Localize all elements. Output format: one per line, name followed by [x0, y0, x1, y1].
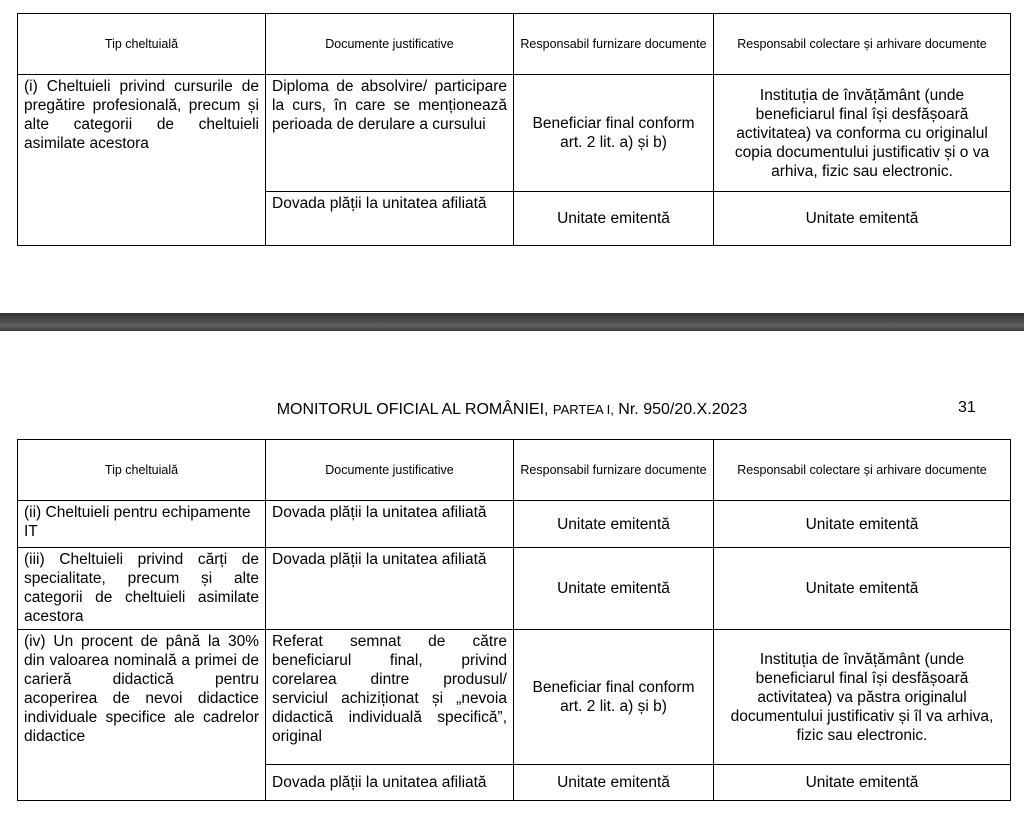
page-break-divider: [0, 313, 1024, 331]
header-responsabil-colectare: Responsabil colectare și arhivare documente: [714, 14, 1011, 75]
provider-cell: Beneficiar final conform art. 2 lit. a) și b): [514, 630, 714, 765]
provider-cell: Unitate emitentă: [514, 548, 714, 630]
document-cell: Diploma de absolvire/ participare la curs, în care se menționează perioada de derulare a cursului: [266, 75, 514, 192]
archiver-cell: Unitate emitentă: [714, 765, 1011, 801]
header-documente-justificative: Documente justificative: [266, 440, 514, 501]
provider-cell: Unitate emitentă: [514, 192, 714, 246]
archiver-cell: Unitate emitentă: [714, 548, 1011, 630]
header-responsabil-furnizare: Responsabil furnizare documente: [514, 440, 714, 501]
expense-table-top: [17, 13, 1011, 246]
table-header-row: [18, 440, 1011, 501]
publication-title: MONITORUL OFICIAL AL ROMÂNIEI,: [276, 401, 549, 418]
table-row: [18, 501, 1011, 548]
header-responsabil-furnizare: Responsabil furnizare documente: [514, 14, 714, 75]
expense-type-cell: (ii) Cheltuieli pentru echipamente IT: [18, 501, 266, 548]
archiver-cell: Unitate emitentă: [714, 192, 1011, 246]
header-responsabil-colectare: Responsabil colectare și arhivare documente: [714, 440, 1011, 501]
expense-type-cell: (i) Cheltuieli privind cursurile de pregătire profesională, precum și alte categorii de cheltuieli asimilate acestora: [18, 75, 266, 246]
document-cell: Dovada plății la unitatea afiliată: [266, 192, 514, 246]
archiver-cell: Unitate emitentă: [714, 501, 1011, 548]
provider-cell: Unitate emitentă: [514, 765, 714, 801]
header-tip-cheltuiala: Tip cheltuială: [18, 440, 266, 501]
document-cell: Referat semnat de către beneficiarul final, privind corelarea dintre produsul/ serviciul achiziționat și „nevoia didactică individuală specifică”, original: [266, 630, 514, 765]
archiver-cell: Instituția de învățământ (unde beneficiarul final își desfășoară activitatea) va păstra originalul documentului justificativ și îl va arhiva, fizic sau electronic.: [714, 630, 1011, 765]
table-row: [18, 75, 1011, 192]
header-tip-cheltuiala: Tip cheltuială: [18, 14, 266, 75]
provider-cell: Unitate emitentă: [514, 501, 714, 548]
header-documente-justificative: Documente justificative: [266, 14, 514, 75]
page-number: 31: [958, 399, 976, 416]
document-cell: Dovada plății la unitatea afiliată: [266, 501, 514, 548]
publication-issue: Nr. 950/20.X.2023: [618, 401, 748, 418]
document-cell: Dovada plății la unitatea afiliată: [266, 765, 514, 801]
provider-cell: Beneficiar final conform art. 2 lit. a) și b): [514, 75, 714, 192]
page-header: [0, 400, 1024, 420]
expense-type-cell: (iv) Un procent de până la 30% din valoarea nominală a primei de carieră didactică pentru acoperirea de nevoi didactice individuale specifice ale cadrelor didactice: [18, 630, 266, 801]
table-row: [18, 548, 1011, 630]
expense-table-bottom: [17, 439, 1011, 801]
publication-part: PARTEA I,: [552, 402, 614, 417]
document-cell: Dovada plății la unitatea afiliată: [266, 548, 514, 630]
expense-type-cell: (iii) Cheltuieli privind cărți de specialitate, precum și alte categorii de cheltuieli asimilate acestora: [18, 548, 266, 630]
table-header-row: [18, 14, 1011, 75]
archiver-cell: Instituția de învățământ (unde beneficiarul final își desfășoară activitatea) va conforma cu originalul copia documentului justificativ și o va arhiva, fizic sau electronic.: [714, 75, 1011, 192]
table-row: [18, 630, 1011, 765]
